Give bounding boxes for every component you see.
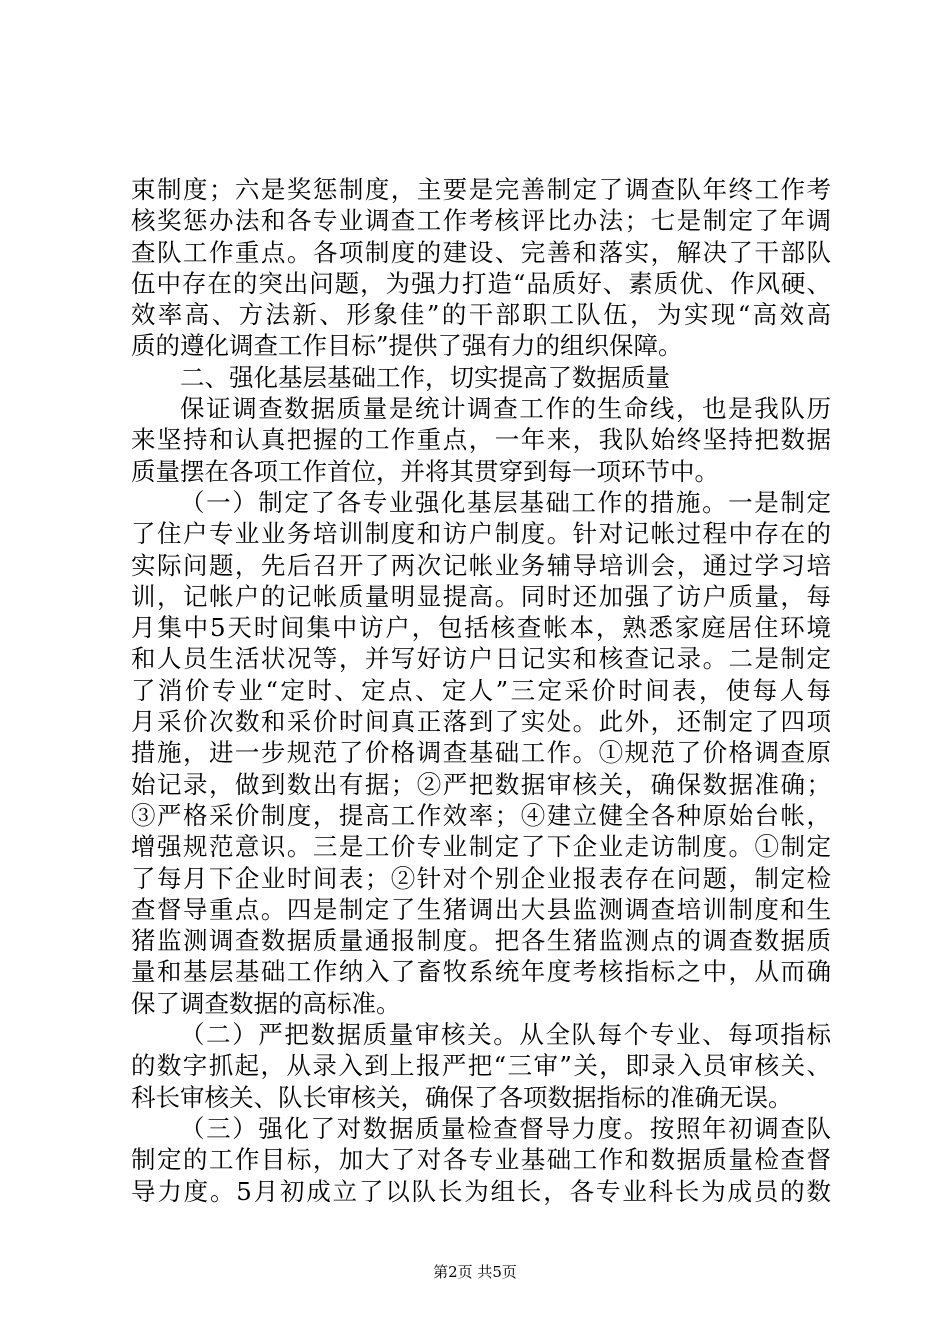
text-line: 查队工作重点。各项制度的建设、完善和落实，解决了干部队 bbox=[131, 237, 831, 267]
text-line: （二）严把数据质量审核关。从全队每个专业、每项指标 bbox=[180, 1020, 831, 1050]
text-line: 来坚持和认真把握的工作重点，一年来，我队始终坚持把数据 bbox=[131, 425, 831, 455]
text-line: 导力度。5月初成立了以队长为组长，各专业科长为成员的数 bbox=[131, 1176, 831, 1206]
text-line: 保证调查数据质量是统计调查工作的生命线，也是我队历 bbox=[180, 394, 831, 424]
page-footer: 第2页 共5页 bbox=[433, 1263, 517, 1281]
text-line: 措施，进一步规范了价格调查基础工作。①规范了价格调查原 bbox=[131, 738, 831, 768]
text-line: ③严格采价制度，提高工作效率；④建立健全各种原始台帐， bbox=[131, 800, 831, 830]
text-line: 月采价次数和采价时间真正落到了实处。此外，还制定了四项 bbox=[131, 707, 831, 737]
body-text bbox=[131, 174, 831, 1207]
text-line: 增强规范意识。三是工价专业制定了下企业走访制度。①制定 bbox=[131, 832, 831, 862]
text-line: 保了调查数据的高标准。 bbox=[131, 988, 401, 1018]
text-line: 束制度；六是奖惩制度，主要是完善制定了调查队年终工作考 bbox=[131, 175, 831, 204]
text-line: 核奖惩办法和各专业调查工作考核评比办法；七是制定了年调 bbox=[131, 206, 831, 236]
text-line: 质的遵化调查工作目标”提供了强有力的组织保障。 bbox=[131, 331, 683, 361]
text-line: 了住户专业业务培训制度和访户制度。针对记帐过程中存在的 bbox=[131, 519, 831, 549]
text-line: 伍中存在的突出问题，为强力打造“品质好、素质优、作风硬、 bbox=[131, 268, 831, 298]
text-line: （一）制定了各专业强化基层基础工作的措施。一是制定 bbox=[180, 487, 831, 517]
text-line: 月集中5天时间集中访户，包括核查帐本，熟悉家庭居住环境 bbox=[131, 613, 831, 643]
text-line: （三）强化了对数据质量检查督导力度。按照年初调查队 bbox=[180, 1113, 831, 1143]
text-line: 制定的工作目标，加大了对各专业基础工作和数据质量检查督 bbox=[131, 1145, 831, 1175]
text-line: 查督导重点。四是制定了生猪调出大县监测调查培训制度和生 bbox=[131, 894, 831, 924]
text-line: 了每月下企业时间表；②针对个别企业报表存在问题，制定检 bbox=[131, 863, 831, 893]
text-line: 效率高、方法新、形象佳”的干部职工队伍，为实现“高效高 bbox=[131, 300, 831, 330]
text-line: 猪监测调查数据质量通报制度。把各生猪监测点的调查数据质 bbox=[131, 926, 831, 956]
text-line: 二、强化基层基础工作，切实提高了数据质量 bbox=[180, 362, 670, 392]
text-line: 训，记帐户的记帐质量明显提高。同时还加强了访户质量，每 bbox=[131, 581, 831, 611]
text-line: 科长审核关、队长审核关，确保了各项数据指标的准确无误。 bbox=[131, 1082, 793, 1112]
text-line: 质量摆在各项工作首位，并将其贯穿到每一项环节中。 bbox=[131, 456, 719, 486]
text-line: 实际问题，先后召开了两次记帐业务辅导培训会，通过学习培 bbox=[131, 550, 831, 580]
text-line: 量和基层基础工作纳入了畜牧系统年度考核指标之中，从而确 bbox=[131, 957, 831, 987]
text-line: 的数字抓起，从录入到上报严把“三审”关，即录入员审核关、 bbox=[131, 1051, 831, 1081]
text-line: 始记录，做到数出有据；②严把数据审核关，确保数据准确； bbox=[131, 769, 831, 799]
text-line: 和人员生活状况等，并写好访户日记实和核查记录。二是制定 bbox=[131, 644, 831, 674]
text-line: 了消价专业“定时、定点、定人”三定采价时间表，使每人每 bbox=[131, 675, 831, 705]
